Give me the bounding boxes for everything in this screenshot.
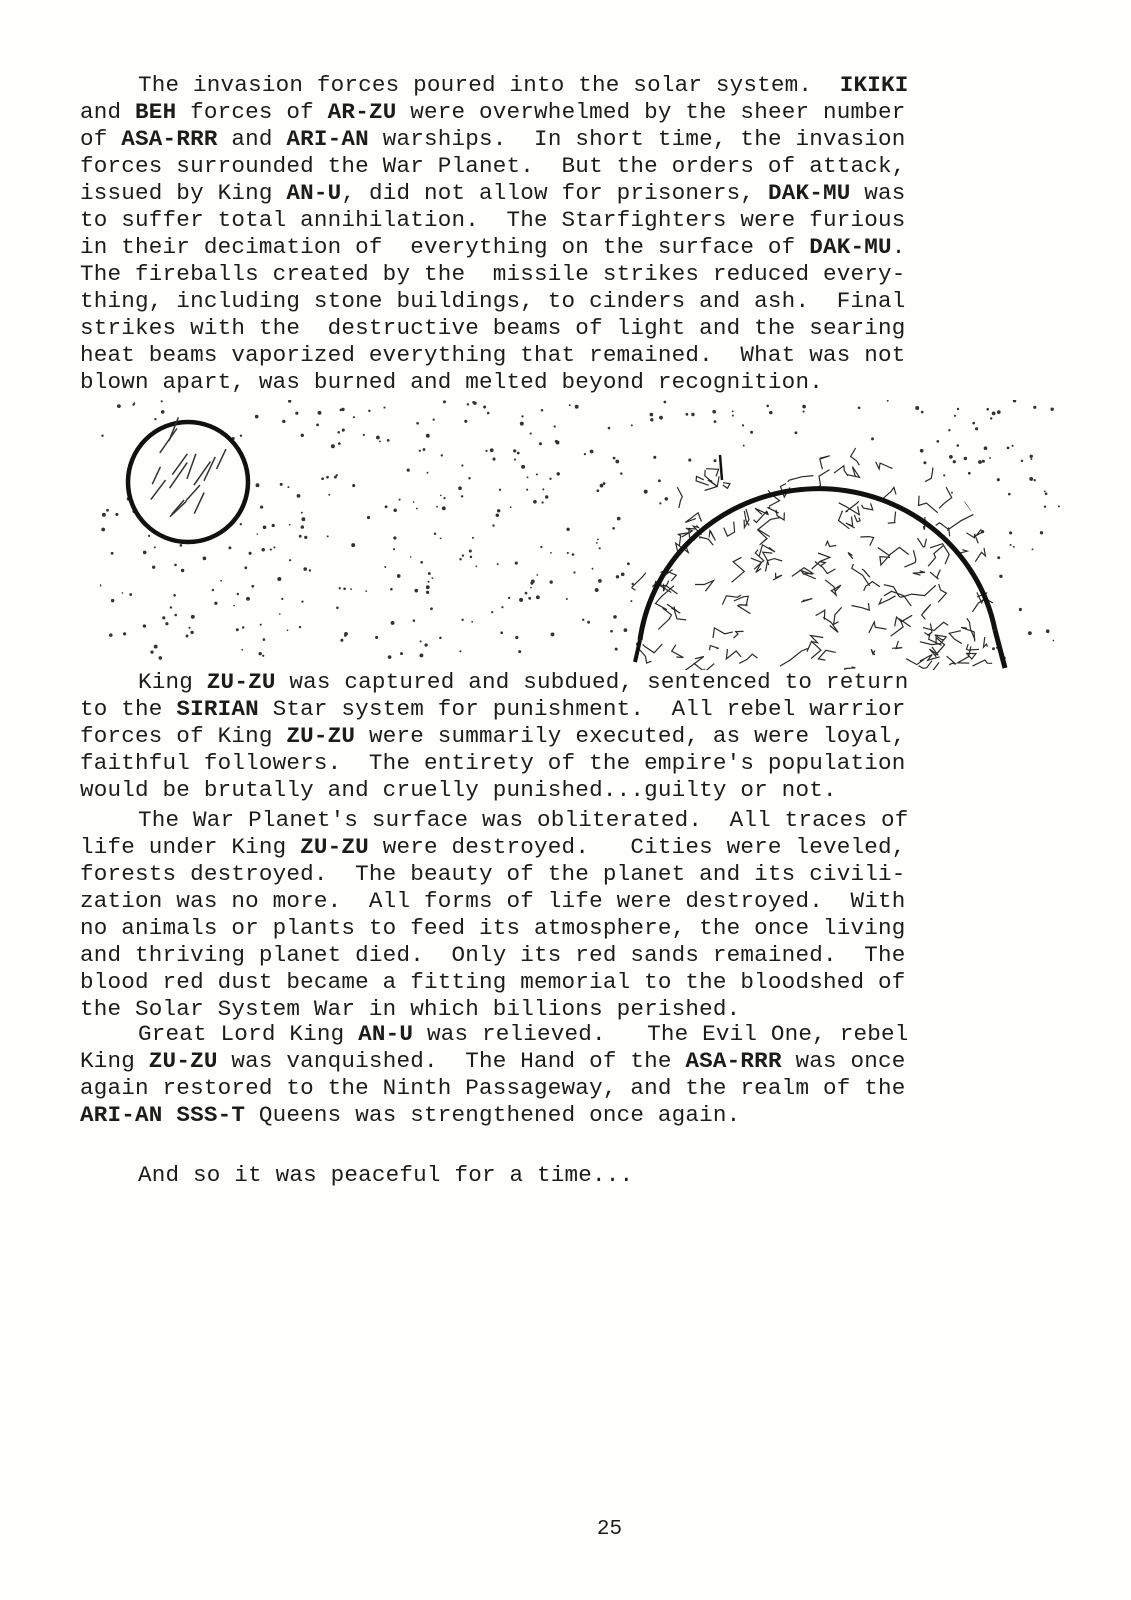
text-line: blown apart, was burned and melted beyond recognition. xyxy=(80,369,823,395)
text-line: to suffer total annihilation. The Starfighters were furious xyxy=(80,207,906,233)
text-line: faithful followers. The entirety of the empire's population xyxy=(80,750,906,776)
text-line: forces of King ZU-ZU were summarily executed, as were loyal, xyxy=(80,723,906,749)
text-line: The fireballs created by the missile strikes reduced every- xyxy=(80,261,906,287)
text-line: strikes with the destructive beams of light and the searing xyxy=(80,315,906,341)
moon-drawing xyxy=(128,417,248,542)
text-line: forces surrounded the War Planet. But the orders of attack, xyxy=(80,153,906,179)
text-line: heat beams vaporized everything that remained. What was not xyxy=(80,342,906,368)
text-line: and BEH forces of AR-ZU were overwhelmed by the sheer number xyxy=(80,99,906,125)
text-line: The invasion forces poured into the solar system. IKIKI xyxy=(138,72,909,98)
text-line: life under King ZU-ZU were destroyed. Cities were leveled, xyxy=(80,834,906,860)
text-line: to the SIRIAN Star system for punishment. All rebel warrior xyxy=(80,696,906,722)
page-number: 25 xyxy=(596,1518,623,1541)
text-line: And so it was peaceful for a time... xyxy=(138,1162,634,1188)
paragraph-relieved xyxy=(80,1021,1050,1129)
text-line: forests destroyed. The beauty of the planet and its civili- xyxy=(80,861,906,887)
text-line: and thriving planet died. Only its red sands remained. The xyxy=(80,942,906,968)
text-line: of ASA-RRR and ARI-AN warships. In short time, the invasion xyxy=(80,126,906,152)
paragraph-peaceful xyxy=(80,1162,1050,1189)
text-line: the Solar System War in which billions perished. xyxy=(80,996,741,1022)
paragraph-obliterated xyxy=(80,807,1050,1023)
war-planet-drawing xyxy=(631,448,1009,670)
paragraph-invasion xyxy=(80,72,1050,396)
text-line: Great Lord King AN-U was relieved. The Evil One, rebel xyxy=(138,1021,909,1047)
text-line: King ZU-ZU was captured and subdued, sentenced to return xyxy=(138,669,909,695)
text-line: King ZU-ZU was vanquished. The Hand of the ASA-RRR was once xyxy=(80,1048,906,1074)
text-line: in their decimation of everything on the surface of DAK-MU. xyxy=(80,234,906,260)
text-line: zation was no more. All forms of life were destroyed. With xyxy=(80,888,906,914)
paragraph-capture xyxy=(80,669,1050,804)
text-line: thing, including stone buildings, to cinders and ash. Final xyxy=(80,288,906,314)
text-line: The War Planet's surface was obliterated. All traces of xyxy=(138,807,909,833)
text-line: again restored to the Ninth Passageway, and the realm of the xyxy=(80,1075,906,1101)
text-line: ARI-AN SSS-T Queens was strengthened once again. xyxy=(80,1102,741,1128)
text-line: blood red dust became a fitting memorial to the bloodshed of xyxy=(80,969,906,995)
text-line: would be brutally and cruelly punished...guilty or not. xyxy=(80,777,837,803)
planet-illustration xyxy=(100,400,1060,670)
text-line: no animals or plants to feed its atmosphere, the once living xyxy=(80,915,906,941)
illustration-svg xyxy=(100,400,1060,670)
text-line: issued by King AN-U, did not allow for prisoners, DAK-MU was xyxy=(80,180,906,206)
starfield xyxy=(100,400,1060,660)
